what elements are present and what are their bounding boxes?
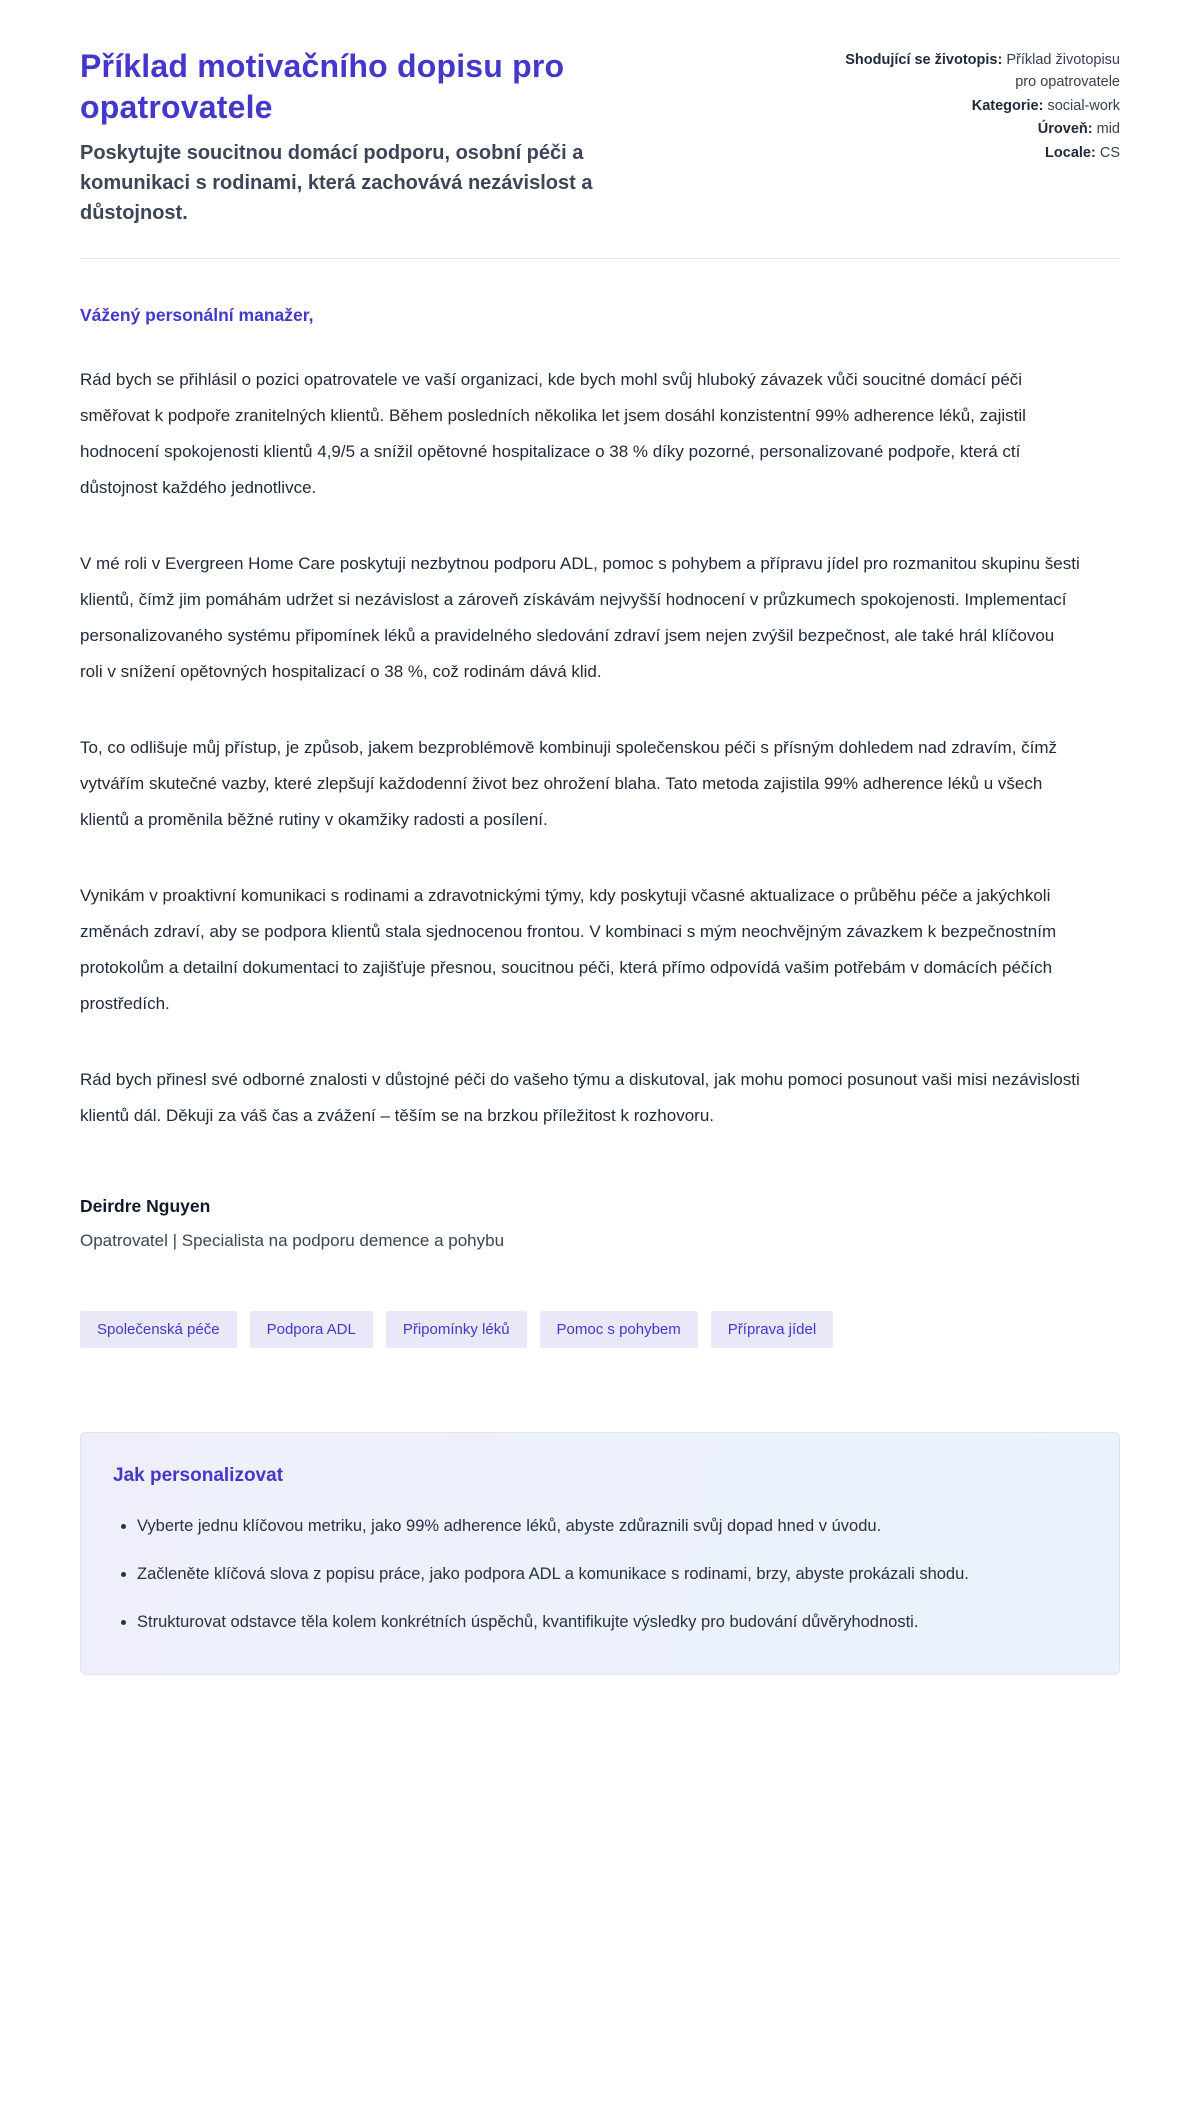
signature-role: Opatrovatel | Specialista na podporu demence a pohybu — [80, 1230, 505, 1250]
meta-row-category — [830, 96, 1120, 118]
personalization-tips-box — [80, 1432, 1120, 1675]
page-header — [80, 46, 1120, 228]
letter-signature — [80, 1196, 1120, 1251]
page-title: Příklad motivačního dopisu pro opatrovatele — [80, 48, 565, 125]
skill-tag: Společenská péče — [80, 1311, 237, 1348]
meta-value: Příklad životopisu pro opatrovatele — [1006, 52, 1120, 90]
letter-salutation: Vážený personální manažer, — [80, 304, 314, 325]
letter-paragraph: Rád bych se přihlásil o pozici opatrovatele ve vaší organizaci, kde bych mohl svůj hluboký závazek vůči soucitné domácí péči směřovat k podpoře zranitelných klientů. Během posledních několika let jsem dosáhl konzistentní 99% adherence léků, zajistil hodnocení spokojenosti klientů 4,9/5 a snížil opětovné hospitalizace o 38 % díky pozorné, personalizované podpoře, která ctí důstojnost každého jednotlivce. — [80, 369, 1026, 497]
meta-value: CS — [1099, 145, 1120, 161]
meta-panel — [830, 46, 1120, 167]
meta-label: Locale: — [1045, 145, 1096, 161]
meta-row-matching-resume — [830, 50, 1120, 94]
meta-label: Shodující se životopis: — [845, 52, 1003, 68]
tip-item: • Začleněte klíčová slova z popisu práce, jako podpora ADL a komunikace s rodinami, brzy, abyste prokázali shodu. — [137, 1559, 1067, 1590]
meta-value: social-work — [1047, 97, 1120, 114]
meta-row-locale — [830, 143, 1120, 165]
tip-item: • Vyberte jednu klíčovou metriku, jako 99% adherence léků, abyste zdůraznili svůj dopad hned v úvodu. — [137, 1511, 1067, 1542]
meta-row-level — [830, 119, 1120, 141]
skill-tag: Pomoc s pohybem — [540, 1311, 698, 1348]
letter-paragraph: To, co odlišuje můj přístup, je způsob, jakem bezproblémově kombinuji společenskou péči s přísným dohledem nad zdravím, čímž vytvářím skutečné vazby, které zlepšují každodenní život bez ohrožení blaha. Tato metoda zajistila 99% adherence léků u všech klientů a proměnila běžné rutiny v okamžiky radosti a posílení. — [80, 737, 1058, 829]
meta-label: Kategorie: — [971, 97, 1044, 114]
meta-label: Úroveň: — [1037, 121, 1093, 138]
letter-paragraph: Vynikám v proaktivní komunikaci s rodinami a zdravotnickými týmy, kdy poskytuji včasné aktualizace o průběhu péče a jakýchkoli změnách zdraví, aby se podpora klientů stala sjednocenou frontou. V kombinaci s mým neochvějným závazkem k bezpečnostním protokolům a detailní dokumentaci to zajišťuje přesnou, soucitnou péči, která přímo odpovídá vašim potřebám v domácích péčích prostředích. — [80, 885, 1057, 1013]
signature-name: Deirdre Nguyen — [80, 1195, 211, 1216]
header-divider — [80, 258, 1120, 259]
tip-item: • Strukturovat odstavce těla kolem konkrétních úspěchů, kvantifikujte výsledky pro budování důvěryhodnosti. — [137, 1607, 1067, 1638]
tips-list — [113, 1511, 1087, 1638]
skill-tag: Připomínky léků — [386, 1311, 527, 1348]
letter-paragraph: Rád bych přinesl své odborné znalosti v důstojné péči do vašeho týmu a diskutoval, jak mohu pomoci posunout vaši misi nezávislosti klientů dál. Děkuji za váš čas a zvážení – těším se na brzkou příležitost k rozhovoru. — [80, 1069, 1080, 1125]
page-subtitle: Poskytujte soucitnou domácí podporu, osobní péči a komunikaci s rodinami, která zachovává nezávislost a důstojnost. — [80, 141, 593, 224]
page-container — [80, 0, 1120, 1675]
cover-letter-body — [80, 305, 1120, 1251]
letter-paragraph: V mé roli v Evergreen Home Care poskytuji nezbytnou podporu ADL, pomoc s pohybem a přípravu jídel pro rozmanitou skupinu šesti klientů, čímž jim pomáhám udržet si nezávislost a zároveň získávám nejvyšší hodnocení v průzkumech spokojenosti. Implementací personalizovaného systému připomínek léků a pravidelného sledování zdraví jsem nejen zvýšil bezpečnost, ale také hrál klíčovou roli v snížení opětovných hospitalizací o 38 %, což rodinám dává klid. — [80, 553, 1080, 681]
skill-tag: Podpora ADL — [250, 1311, 373, 1348]
skill-tag-list — [80, 1311, 1120, 1348]
meta-value: mid — [1096, 121, 1120, 138]
tips-heading: Jak personalizovat — [113, 1464, 284, 1486]
header-title-block — [80, 46, 650, 228]
skill-tag: Příprava jídel — [711, 1311, 833, 1348]
